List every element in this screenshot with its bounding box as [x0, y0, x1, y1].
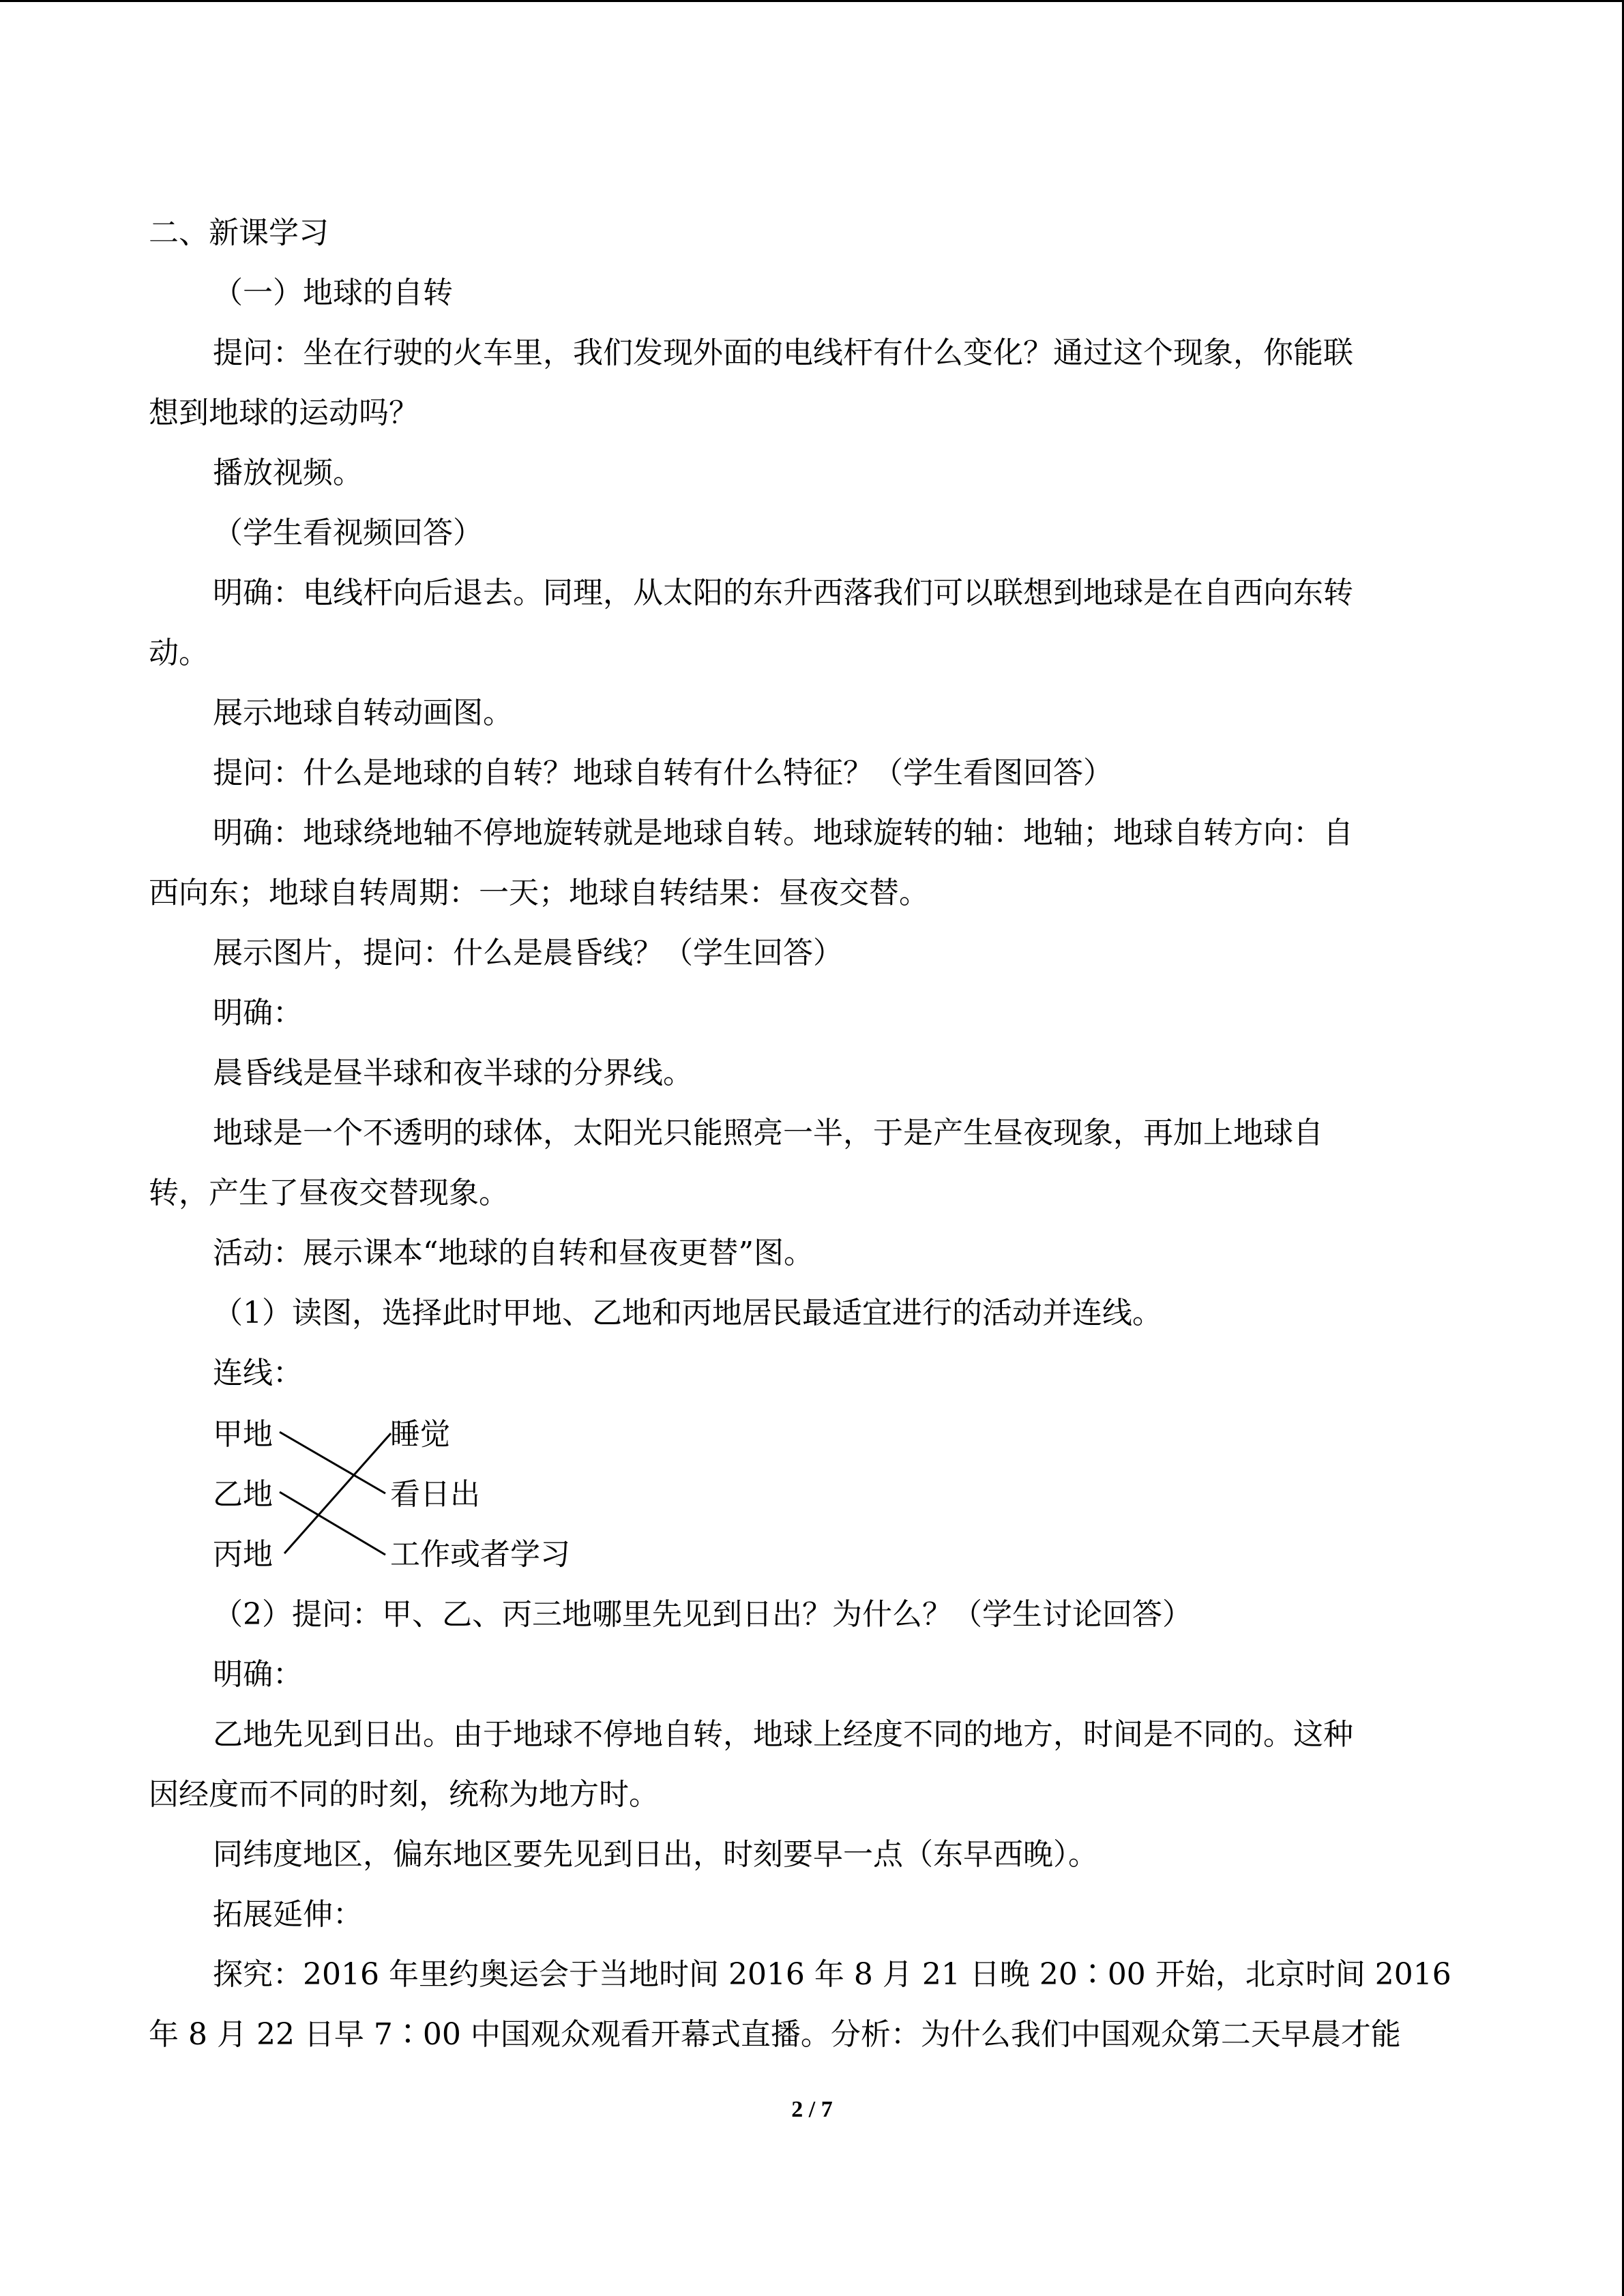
paragraph-line: 提问：坐在行驶的火车里，我们发现外面的电线杆有什么变化？通过这个现象，你能联 — [213, 336, 1353, 370]
match-right-item: 看日出 — [390, 1477, 480, 1512]
paragraph-line: 明确： — [213, 996, 303, 1030]
paragraph-line: 拓展延伸： — [213, 1897, 363, 1932]
match-line-yi — [280, 1492, 385, 1555]
paragraph-line: 想到地球的运动吗？ — [149, 396, 419, 430]
paragraph-line: （2）提问：甲、乙、丙三地哪里先见到日出？为什么？（学生讨论回答） — [213, 1597, 1192, 1632]
paragraph-line: 因经度而不同的时刻，统称为地方时。 — [149, 1777, 659, 1812]
page-number: 2 / 7 — [791, 2097, 833, 2122]
match-line-jia — [280, 1432, 385, 1493]
paragraph-line: 年 8 月 22 日早 7∶00 中国观众观看开幕式直播。分析：为什么我们中国观众第二天早晨才能 — [149, 2017, 1401, 2052]
paragraph-line: 展示图片，提问：什么是晨昏线？（学生回答） — [213, 936, 843, 970]
paragraph-line: 西向东；地球自转周期：一天；地球自转结果：昼夜交替。 — [149, 876, 929, 910]
paragraph-line: （1）读图，选择此时甲地、乙地和丙地居民最适宜进行的活动并连线。 — [213, 1296, 1162, 1330]
match-left-item: 甲地 — [213, 1417, 273, 1452]
paragraph-line: 转，产生了昼夜交替现象。 — [149, 1176, 509, 1210]
paragraph-line: 探究：2016 年里约奥运会于当地时间 2016 年 8 月 21 日晚 20∶00 开始，北京时间 2016 — [213, 1957, 1451, 1992]
paragraph-line: 播放视频。 — [213, 456, 363, 490]
matching-lines — [269, 1418, 399, 1582]
paragraph-line: 明确：电线杆向后退去。同理，从太阳的东升西落我们可以联想到地球是在自西向东转 — [213, 576, 1353, 610]
paragraph-line: 连线： — [213, 1356, 303, 1390]
paragraph-line: 同纬度地区，偏东地区要先见到日出，时刻要早一点（东早西晚）。 — [213, 1837, 1098, 1872]
paragraph-line: 地球是一个不透明的球体，太阳光只能照亮一半，于是产生昼夜现象，再加上地球自 — [213, 1116, 1323, 1150]
section-heading: 二、新课学习 — [149, 215, 329, 250]
paragraph-line: 活动：展示课本“地球的自转和昼夜更替”图。 — [213, 1236, 814, 1270]
page-border-top — [0, 0, 1624, 2]
paragraph-line: 提问：什么是地球的自转？地球自转有什么特征？（学生看图回答） — [213, 756, 1113, 790]
match-right-item: 工作或者学习 — [390, 1537, 570, 1572]
paragraph-line: 展示地球自转动画图。 — [213, 696, 513, 730]
paragraph-line: （学生看视频回答） — [213, 516, 483, 550]
match-left-item: 丙地 — [213, 1537, 273, 1572]
paragraph-line: 动。 — [149, 636, 209, 670]
subsection-heading: （一）地球的自转 — [213, 275, 453, 310]
paragraph-line: 乙地先见到日出。由于地球不停地自转，地球上经度不同的地方，时间是不同的。这种 — [213, 1717, 1353, 1752]
paragraph-line: 明确： — [213, 1657, 303, 1692]
match-left-item: 乙地 — [213, 1477, 273, 1512]
match-right-item: 睡觉 — [390, 1417, 450, 1452]
paragraph-line: 晨昏线是昼半球和夜半球的分界线。 — [213, 1056, 693, 1090]
paragraph-line: 明确：地球绕地轴不停地旋转就是地球自转。地球旋转的轴：地轴；地球自转方向：自 — [213, 816, 1353, 850]
match-line-bing — [284, 1433, 391, 1553]
